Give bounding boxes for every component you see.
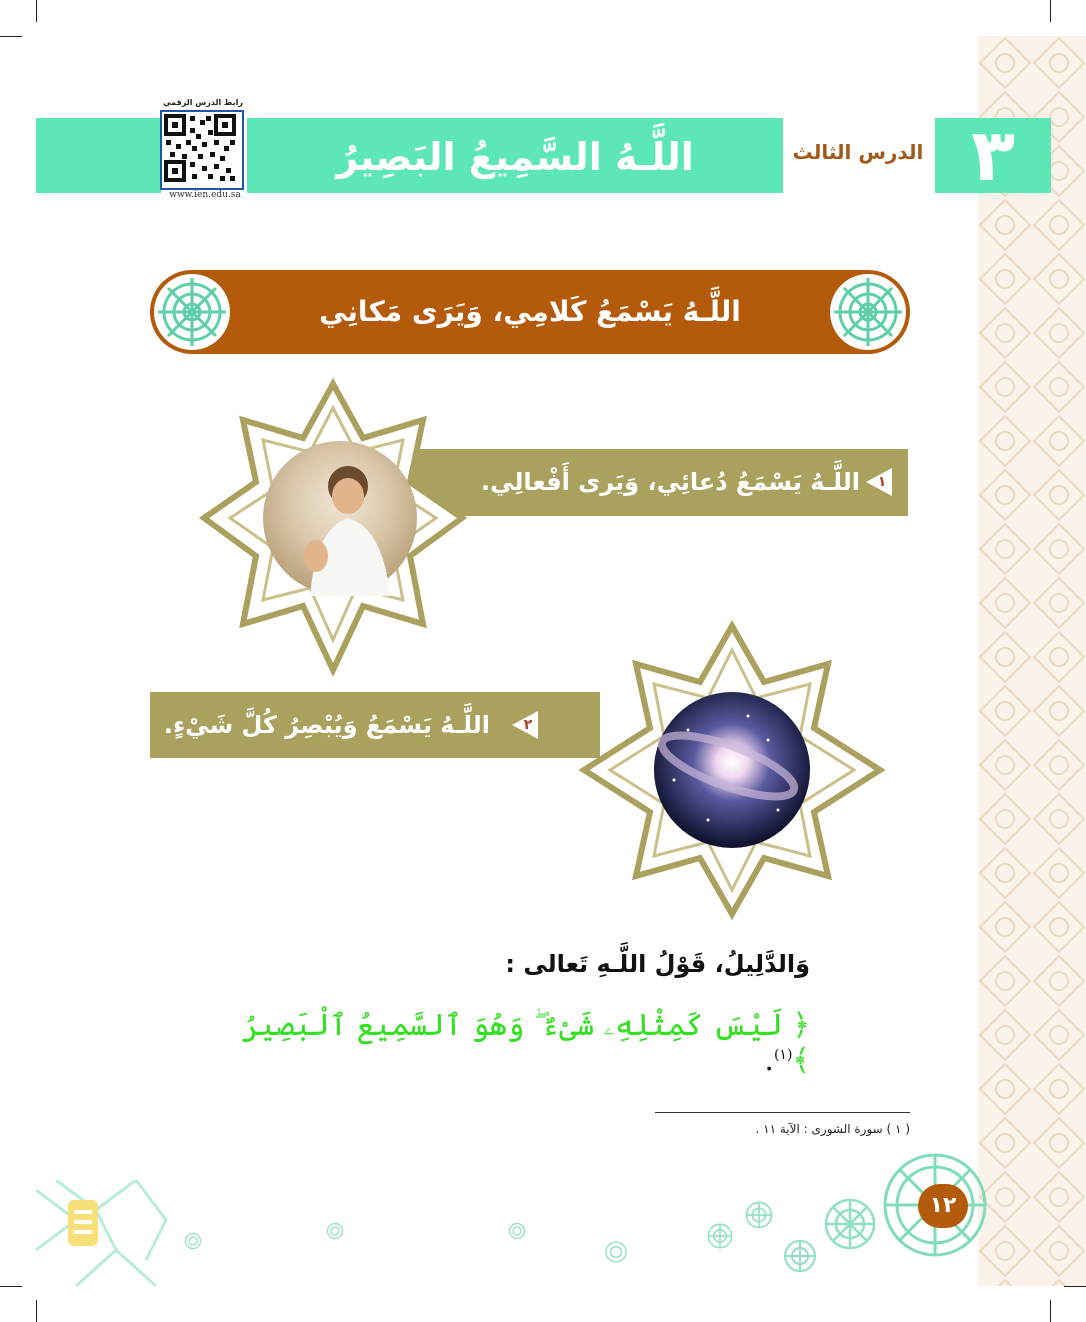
qr-caption: رابط الدرس الرقمي [163,98,243,107]
point-text-1: اللَّـهُ يَسْمَعُ دُعائِي، وَيَرى أَفْعالِي. [480,468,860,496]
rosette-ornament-icon [744,1200,774,1230]
geometric-pattern-icon [978,36,1086,1286]
crop-mark [0,1286,22,1287]
lesson-number: ٣ [935,118,1051,193]
lesson-label: الدرس الثالث [792,140,924,164]
lesson-title: اللَّـهُ السَّمِيعُ البَصِيرُ [336,135,694,179]
crop-mark [1050,0,1051,22]
qr-url: www.ien.edu.sa [169,190,241,200]
star-frame-ornament-icon [578,620,886,920]
banner-text: اللَّـهُ يَسْمَعُ كَلامِي، وَيَرَى مَكانِي [319,295,741,328]
rosette-ornament-icon [822,1196,878,1252]
crop-mark [36,1300,37,1322]
crop-mark [1064,1286,1086,1287]
rosette-ornament-icon [604,1240,628,1264]
crop-mark [1050,1300,1051,1322]
qr-code-icon [162,112,238,184]
star-frame-ornament-icon [198,378,468,676]
rosette-ornament-icon [152,272,232,352]
point-text-2: اللَّـهُ يَسْمَعُ وَيُبْصِرُ كُلَّ شَيْءٍ. [163,711,490,739]
point-number-2: ٢ [523,717,533,733]
evidence-intro: وَالدَّلِيلُ، قَوْلُ اللَّـهِ تَعالى : [505,950,810,978]
rosette-ornament-icon [184,1232,202,1250]
crop-mark [36,0,37,22]
qr-code-link[interactable] [160,110,244,190]
quran-verse: ﴿ لَيْسَ كَمِثْلِهِۦ شَىْءٌ ۖ وَهُوَ ٱلسَّمِيعُ ٱلْبَصِيرُ ﴾$^{(١)}$. [241,1008,810,1078]
header-left-bar [36,118,161,193]
page-number: ١٢ [918,1184,968,1228]
rosette-ornament-icon [706,1222,734,1250]
verse-footnote-ref: (١) [773,1047,793,1063]
corner-pattern-icon [36,1180,186,1286]
verse-text: ﴿ لَيْسَ كَمِثْلِهِۦ شَىْءٌ ۖ وَهُوَ ٱلسَّمِيعُ ٱلْبَصِيرُ ﴾ [241,1008,810,1078]
footnote-divider [655,1112,910,1113]
crop-mark [0,36,22,37]
rosette-ornament-icon [782,1238,818,1274]
point-number-1: ١ [877,474,887,490]
decorative-side-strip [978,36,1086,1286]
footnote: ( ١ ) سورة الشورى : الآية ١١ . [755,1122,910,1136]
rosette-ornament-icon [828,272,908,352]
rosette-ornament-icon [326,1222,344,1240]
book-icon [66,1198,100,1248]
rosette-ornament-icon [508,1222,526,1240]
